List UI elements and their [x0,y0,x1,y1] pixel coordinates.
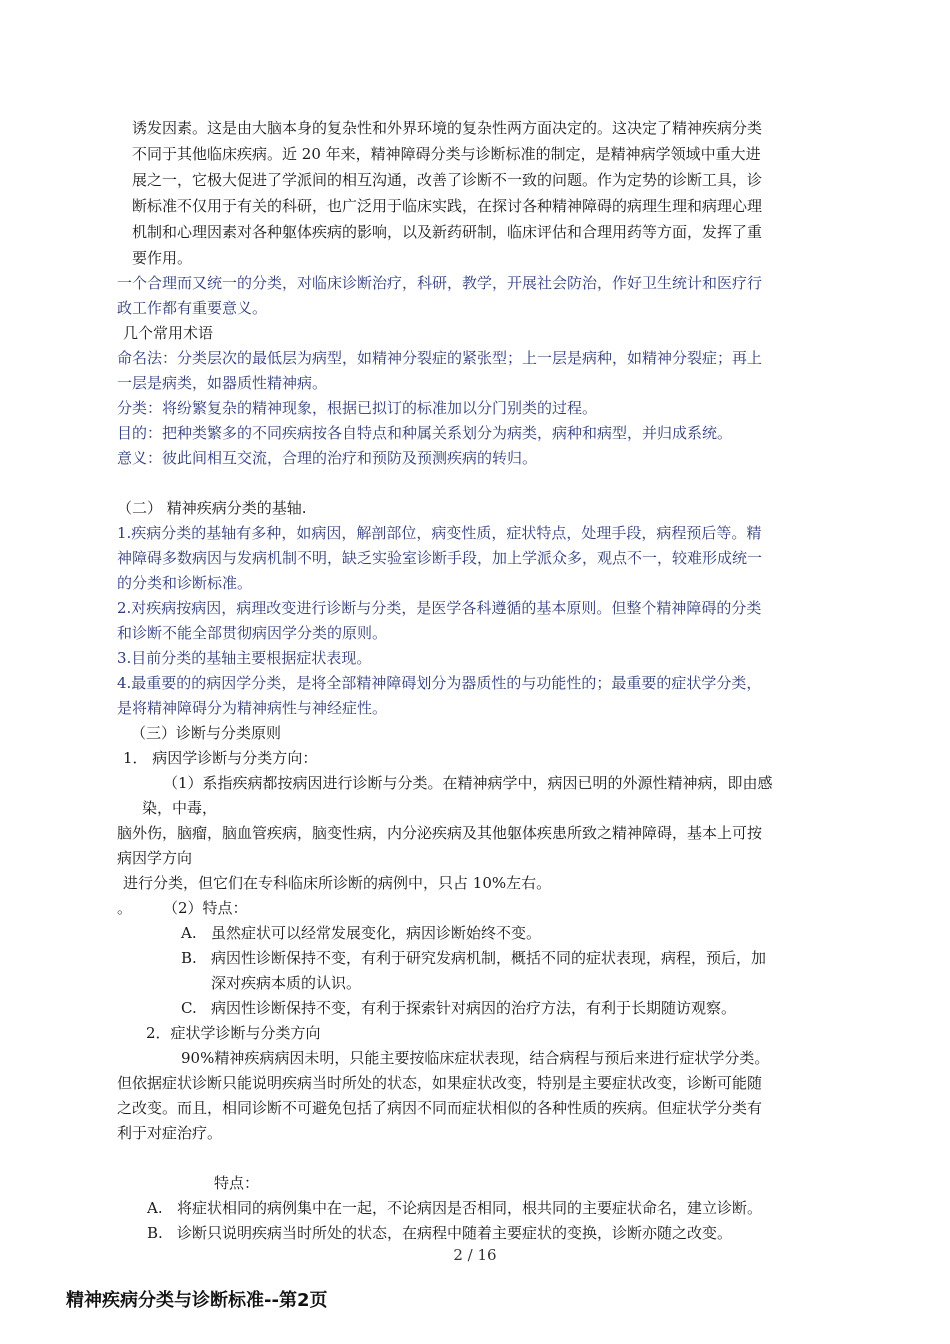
text-line: 。 [117,899,133,917]
text-line: 染，中毒， [142,799,218,817]
text-line: 一层是病类，如器质性精神病。 [117,374,328,392]
section-heading: （三）诊断与分类原则 [131,724,282,742]
text-line: 意义：彼此间相互交流，合理的治疗和预防及预测疾病的转归。 [117,449,538,467]
list-item: 将症状相同的病例集中在一起，不论病因是否相同，根共同的主要症状命名，建立诊断。 [177,1199,763,1217]
list-item: 诊断只说明疾病当时所处的状态，在病程中随着主要症状的变换，诊断亦随之改变。 [177,1224,733,1242]
text-line: 不同于其他临床疾病。近 20 年来，精神障碍分类与诊断标准的制定，是精神病学领域中重大进 [132,145,761,163]
text-line: 一个合理而又统一的分类，对临床诊断治疗，科研，教学，开展社会防治，作好卫生统计和医疗行 [117,274,763,292]
text-line: 利于对症治疗。 [117,1124,223,1142]
document-title: 精神疾病分类与诊断标准--第2页 [66,1290,328,1311]
list-item: 虽然症状可以经常发展变化，病因诊断始终不变。 [211,924,542,942]
subsection-heading: 1． 病因学诊断与分类方向： [123,749,318,767]
text-line: 2.对疾病按病因，病理改变进行诊断与分类，是医学各科遵循的基本原则。但整个精神障碍的分类 [117,599,762,617]
text-line: 目的：把种类繁多的不同疾病按各自特点和种属关系划分为病类，病种和病型，并归成系统。 [117,424,733,442]
list-marker: A. [147,1199,163,1217]
list-item: 深对疾病本质的认识。 [211,974,362,992]
subsection-heading: 2．症状学诊断与分类方向 [146,1024,321,1042]
text-line: 是将精神障碍分为精神病性与神经症性。 [117,699,388,717]
text-line: （2）特点： [163,899,248,917]
text-line: 脑外伤，脑瘤，脑血管疾病，脑变性病，内分泌疾病及其他躯体疾患所致之精神障碍，基本上可按 [117,824,763,842]
text-line: 但依据症状诊断只能说明疾病当时所处的状态，如果症状改变，特别是主要症状改变，诊断可能随 [117,1074,763,1092]
text-line: 1.疾病分类的基轴有多种，如病因，解剖部位，病变性质，症状特点，处理手段，病程预后等。精 [117,524,762,542]
text-line: 政工作都有重要意义。 [117,299,268,317]
section-heading: 几个常用术语 [123,324,214,342]
list-marker: A. [181,924,197,942]
text-line: 之改变。而且，相同诊断不可避免包括了病因不同而症状相似的各种性质的疾病。但症状学分类有 [117,1099,763,1117]
page-number: 2 / 16 [453,1246,497,1264]
text-line: 诱发因素。这是由大脑本身的复杂性和外界环境的复杂性两方面决定的。这决定了精神疾病分类 [132,119,763,137]
list-marker: B. [181,949,197,967]
text-line: 断标准不仅用于有关的科研，也广泛用于临床实践，在探讨各种精神障碍的病理生理和病理心理 [132,197,763,215]
text-line: 要作用。 [132,249,193,267]
text-line: 神障碍多数病因与发病机制不明，缺乏实验室诊断手段，加上学派众多，观点不一，较难形成统一 [117,549,763,567]
list-item: 病因性诊断保持不变，有利于研究发病机制，概括不同的症状表现，病程，预后，加 [211,949,767,967]
text-line: 特点： [214,1174,260,1192]
list-marker: B. [147,1224,163,1242]
text-line: 和诊断不能全部贯彻病因学分类的原则。 [117,624,388,642]
text-line: 4.最重要的的病因学分类，是将全部精神障碍划分为器质性的与功能性的；最重要的症状学分类， [117,674,762,692]
text-line: 展之一，它极大促进了学派间的相互沟通，改善了诊断不一致的问题。作为定势的诊断工具，诊 [132,171,763,189]
list-item: 病因性诊断保持不变，有利于探索针对病因的治疗方法，有利于长期随访观察。 [211,999,737,1017]
list-marker: C. [181,999,197,1017]
text-line: 机制和心理因素对各种躯体疾病的影响，以及新药研制，临床评估和合理用药等方面，发挥了重 [132,223,763,241]
text-line: 病因学方向 [117,849,193,867]
text-line: （1）系指疾病都按病因进行诊断与分类。在精神病学中，病因已明的外源性精神病，即由感 [163,774,773,792]
text-line: 的分类和诊断标准。 [117,574,253,592]
text-line: 命名法：分类层次的最低层为病型，如精神分裂症的紧张型；上一层是病种，如精神分裂症；再上 [117,349,763,367]
text-line: 3.目前分类的基轴主要根据症状表现。 [117,649,372,667]
text-line: 进行分类，但它们在专科临床所诊断的病例中，只占 10%左右。 [123,874,552,892]
text-line: 分类：将纷繁复杂的精神现象，根据已拟订的标准加以分门别类的过程。 [117,399,598,417]
section-heading: （二） 精神疾病分类的基轴. [117,499,307,517]
text-line: 90%精神疾病病因未明，只能主要按临床症状表现，结合病程与预后来进行症状学分类。 [181,1049,770,1067]
